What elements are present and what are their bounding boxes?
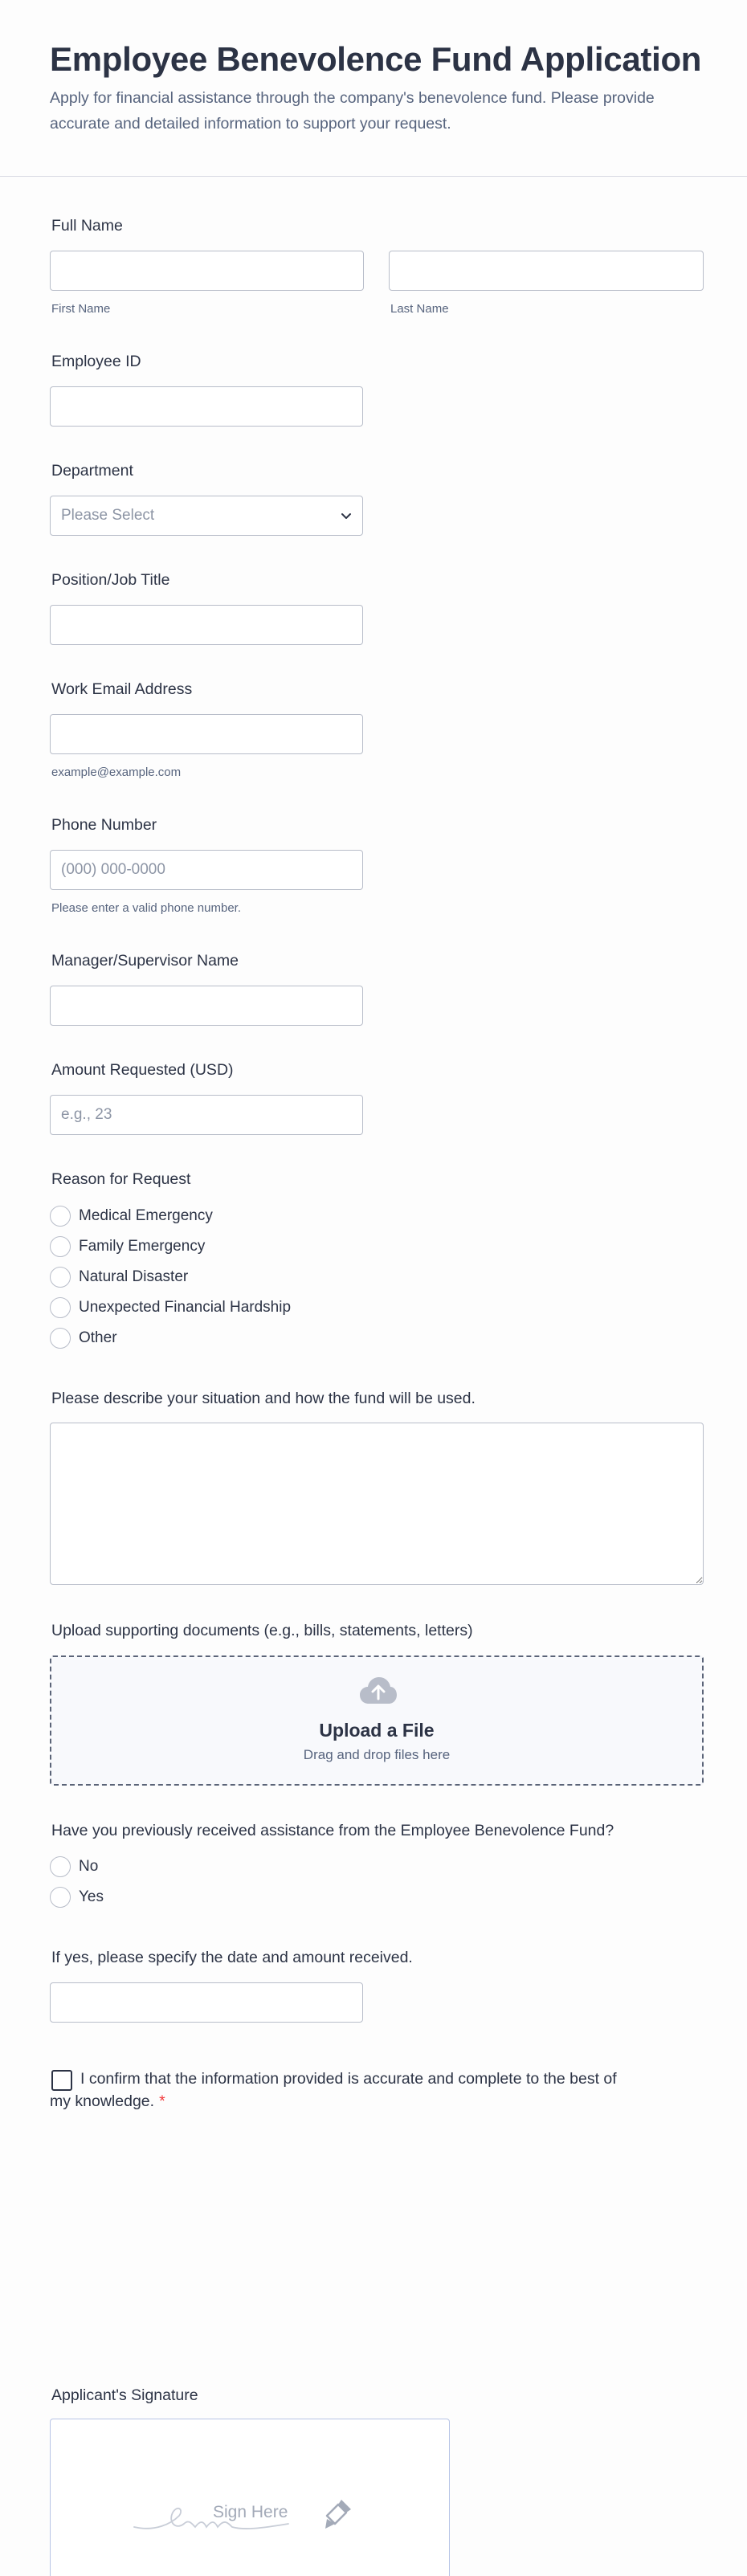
page-title: Employee Benevolence Fund Application — [50, 40, 702, 78]
reason-label: Reason for Request — [51, 1170, 191, 1188]
upload-subtitle: Drag and drop files here — [303, 1747, 451, 1762]
radio-option-no[interactable] — [50, 1855, 98, 1879]
signature-label: Applicant's Signature — [51, 2386, 198, 2404]
employee-id-input[interactable] — [50, 386, 363, 427]
radio-button[interactable] — [50, 1887, 71, 1908]
radio-label: Natural Disaster — [79, 1268, 189, 1285]
situation-label: Please describe your situation and how the fund will be used. — [51, 1390, 476, 1407]
radio-button[interactable] — [50, 1267, 71, 1288]
email-sublabel: example@example.com — [51, 765, 182, 779]
previous-details-input[interactable] — [50, 1982, 363, 2023]
phone-sublabel: Please enter a valid phone number. — [51, 901, 241, 915]
radio-label: Unexpected Financial Hardship — [79, 1299, 292, 1316]
department-selected-value: Please Select — [61, 507, 155, 524]
last-name-input[interactable] — [389, 251, 704, 291]
previous-details-label: If yes, please specify the date and amount received. — [51, 1949, 413, 1966]
file-upload-dropzone[interactable] — [50, 1655, 704, 1786]
first-name-input[interactable] — [50, 251, 364, 291]
confirm-text — [50, 2068, 628, 2113]
amount-label: Amount Requested (USD) — [51, 1061, 234, 1079]
radio-label: Family Emergency — [79, 1238, 206, 1255]
position-input[interactable] — [50, 605, 363, 645]
radio-button[interactable] — [50, 1297, 71, 1318]
radio-option-hardship[interactable] — [50, 1296, 291, 1320]
situation-textarea[interactable] — [50, 1423, 704, 1585]
first-name-sublabel: First Name — [51, 302, 111, 316]
sign-here-placeholder: Sign Here — [213, 2503, 288, 2521]
previous-assistance-label: Have you previously received assistance from the Employee Benevolence Fund? — [51, 1822, 614, 1839]
confirm-label: I confirm that the information provided is accurate and complete to the best of my knowledge. — [50, 2070, 617, 2110]
page-subtitle: Apply for financial assistance through the company's benevolence fund. Please provide accurate and detailed information to support your request. — [50, 89, 655, 133]
full-name-label: Full Name — [51, 217, 123, 235]
radio-label: Medical Emergency — [79, 1207, 213, 1224]
radio-option-family[interactable] — [50, 1235, 205, 1259]
upload-title: Upload a File — [319, 1720, 435, 1741]
radio-button[interactable] — [50, 1206, 71, 1227]
radio-button[interactable] — [50, 1236, 71, 1257]
phone-input[interactable] — [50, 850, 363, 890]
last-name-sublabel: Last Name — [390, 302, 449, 316]
radio-label: Yes — [79, 1888, 104, 1905]
radio-option-medical[interactable] — [50, 1204, 213, 1228]
radio-option-disaster[interactable] — [50, 1265, 188, 1289]
department-label: Department — [51, 462, 133, 480]
radio-label: No — [79, 1858, 99, 1875]
required-mark: * — [159, 2092, 165, 2110]
radio-option-other[interactable] — [50, 1326, 117, 1350]
radio-button[interactable] — [50, 1856, 71, 1877]
signature-pad[interactable] — [50, 2419, 450, 2576]
radio-label: Other — [79, 1329, 117, 1346]
radio-option-yes[interactable] — [50, 1885, 104, 1909]
email-input[interactable] — [50, 714, 363, 754]
position-label: Position/Job Title — [51, 571, 170, 589]
form-header — [0, 0, 747, 177]
upload-label: Upload supporting documents (e.g., bills, statements, letters) — [51, 1622, 473, 1639]
manager-input[interactable] — [50, 986, 363, 1026]
chevron-down-icon — [340, 509, 353, 522]
email-label: Work Email Address — [51, 680, 193, 698]
phone-label: Phone Number — [51, 816, 157, 834]
manager-label: Manager/Supervisor Name — [51, 952, 239, 970]
department-select[interactable] — [50, 496, 363, 536]
amount-input[interactable] — [50, 1095, 363, 1135]
radio-button[interactable] — [50, 1328, 71, 1349]
cloud-upload-icon — [359, 1676, 398, 1705]
employee-id-label: Employee ID — [51, 353, 141, 370]
